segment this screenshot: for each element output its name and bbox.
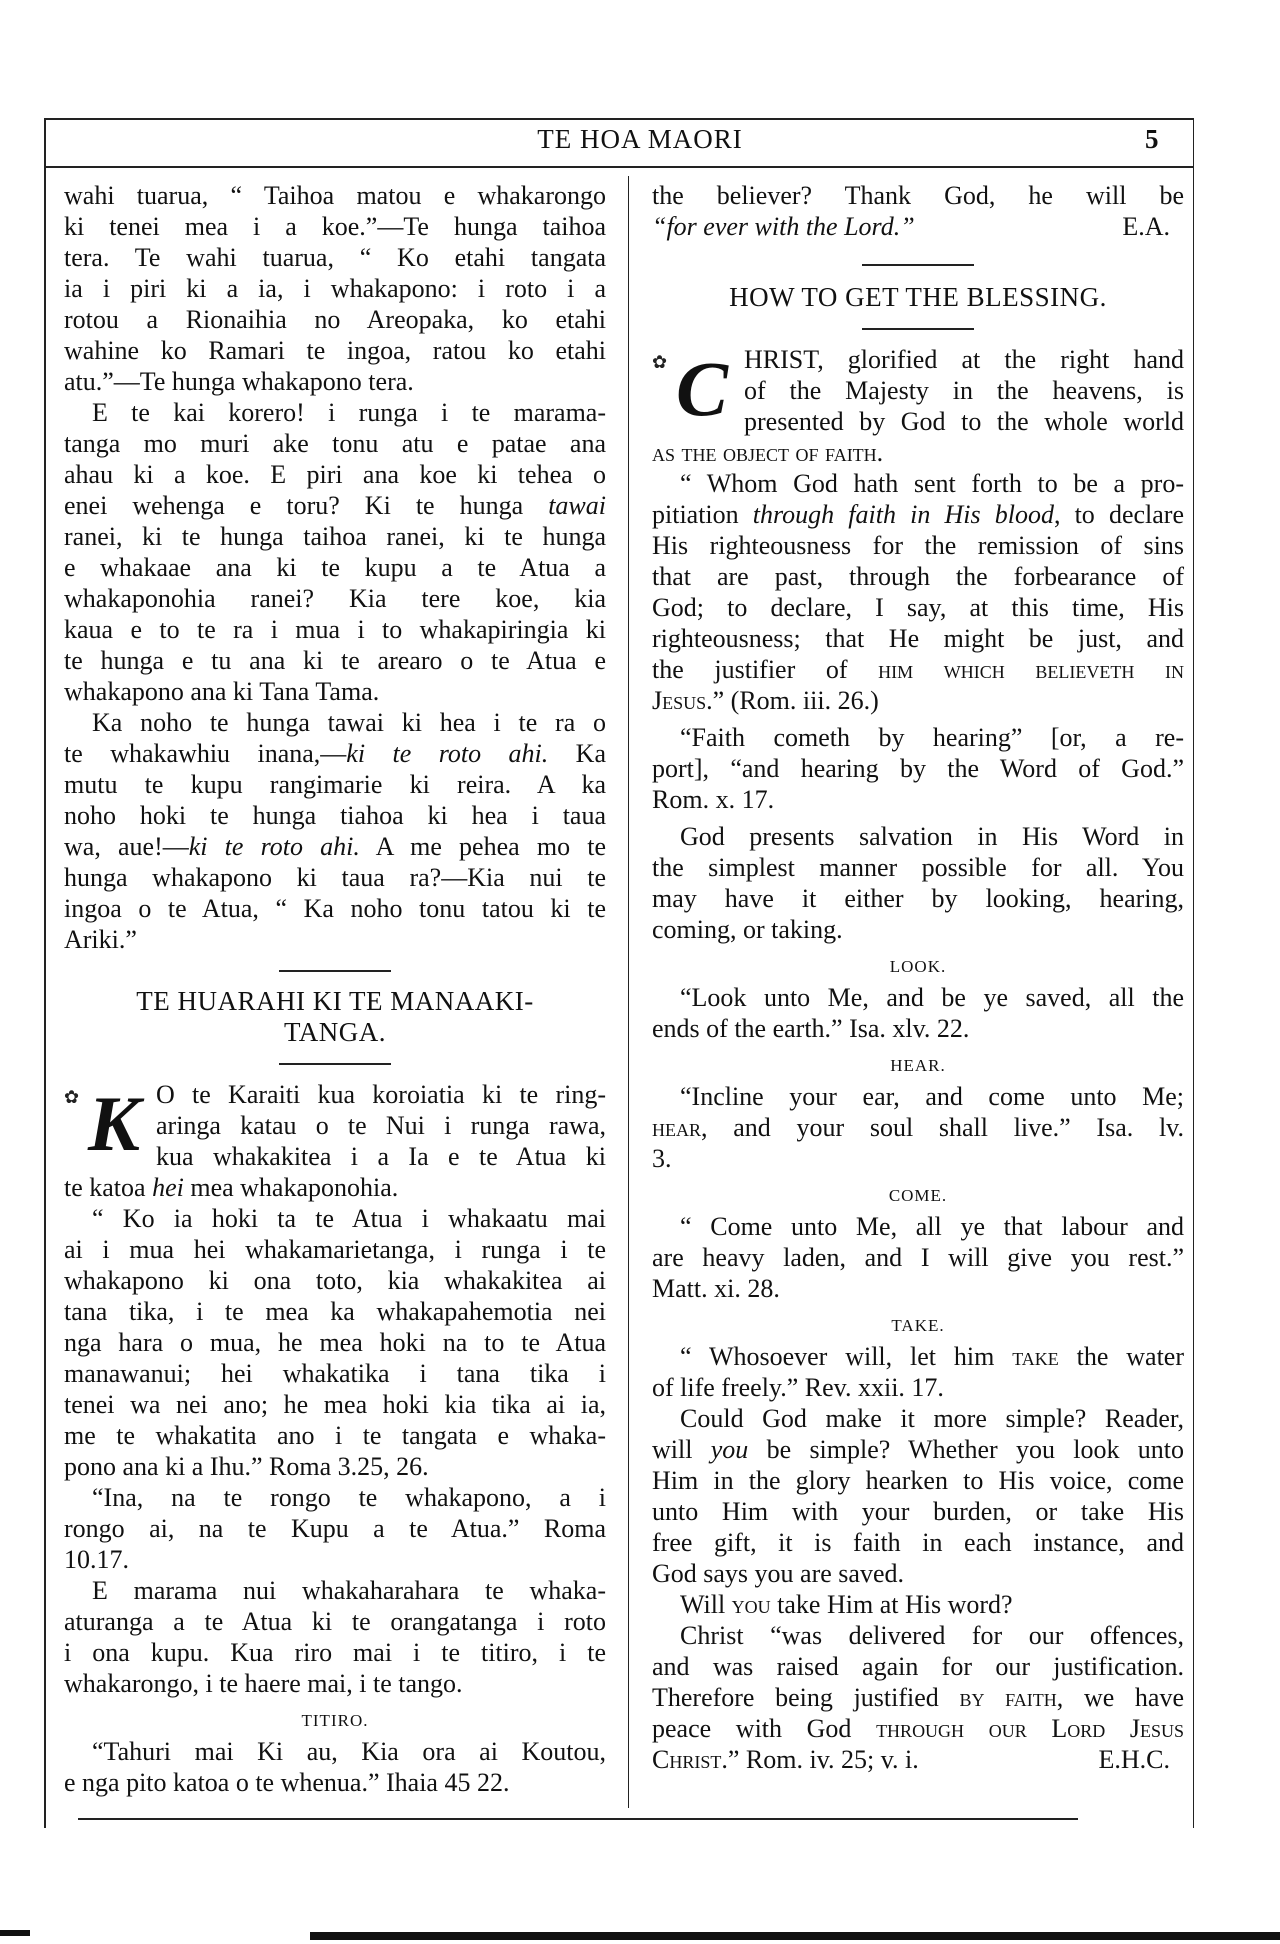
text-line [652, 784, 1184, 815]
text-run: Will [680, 1590, 732, 1619]
text-line [64, 924, 606, 955]
text-run: enei wehenga e toru? Ki te hunga [64, 491, 549, 520]
text-line [64, 676, 606, 707]
text-line [64, 1513, 606, 1544]
subheading-text: TITIRO. [301, 1711, 369, 1730]
text-run: whakapono ana ki Tana Tama. [64, 677, 380, 706]
text-run: whakaponohia ranei? Kia tere koe, kia [64, 584, 606, 613]
text-run: kua whakakitea i a Ia e te Atua ki [156, 1142, 606, 1171]
text-line [64, 397, 606, 428]
floral-ornament-icon: ✿ [652, 352, 668, 372]
paragraph [64, 1736, 606, 1798]
text-line [652, 1620, 1184, 1651]
text-run: kaua e to te ra i mua i to whakapiringia ki [64, 615, 606, 644]
scan-edge-bar [310, 1932, 1280, 1940]
text-line [652, 282, 1184, 313]
text-run: e nga pito katoa o te whenua.” Ihaia 45 22. [64, 1768, 510, 1797]
right-column [652, 180, 1184, 1775]
text-run: and was raised again for our justification. [652, 1652, 1184, 1681]
small-caps-text: take [1012, 1342, 1059, 1371]
text-run: take Him at His word? [770, 1590, 1013, 1619]
text-line [64, 335, 606, 366]
small-caps-text: Christ [652, 1745, 722, 1774]
text-run: Ariki.” [64, 925, 137, 954]
text-line [652, 1651, 1184, 1682]
text-run: tera. Te wahi tuarua, “ Ko etahi tangata [64, 243, 606, 272]
text-line [652, 437, 1184, 468]
text-run: tana tika, i te mea ka whakapahemotia nei [64, 1297, 606, 1326]
text-run: mea whakaponohia. [183, 1173, 399, 1202]
text-run: “ Come unto Me, all ye that labour and [680, 1212, 1184, 1241]
text-run: i ona kupu. Kua riro mai i te titiro, i te [64, 1638, 606, 1667]
text-run: E te kai korero! i runga i te marama- [92, 398, 606, 427]
text-run: pono ana ki a Ihu.” Roma 3.25, 26. [64, 1452, 429, 1481]
paragraph [652, 1081, 1184, 1174]
paragraph [64, 1079, 606, 1203]
italic-text: ki te roto ahi. [188, 832, 360, 861]
text-run: aturanga a te Atua ki te orangatanga i roto [64, 1607, 606, 1636]
text-line [64, 490, 606, 521]
text-line [64, 1234, 606, 1265]
section-divider-rule [64, 955, 606, 986]
drop-cap-letter: C [676, 345, 729, 432]
text-run: Ka noho te hunga tawai ki hea i te ra o [92, 708, 606, 737]
text-line [652, 561, 1184, 592]
text-line [64, 211, 606, 242]
text-line [64, 862, 606, 893]
article-heading [64, 986, 606, 1048]
text-run: Matt. xi. 28. [652, 1274, 780, 1303]
subheading-text: LOOK. [889, 957, 947, 976]
text-run: port], “and hearing by the Word of God.” [652, 754, 1184, 783]
text-run: whakarongo, i te haere mai, i te tango. [64, 1669, 463, 1698]
text-run: mutu te kupu rangimarie ki reira. A ka [64, 770, 606, 799]
text-line [64, 1451, 606, 1482]
section-divider-rule [652, 242, 1184, 282]
text-line [652, 468, 1184, 499]
author-signature: E.A. [1122, 212, 1170, 241]
text-line [64, 707, 606, 738]
text-line [652, 1589, 1184, 1620]
italic-text: “for ever with the Lord.” [652, 212, 915, 241]
text-run: te hunga e tu ana ki te arearo o te Atua e [64, 646, 606, 675]
text-line [652, 499, 1184, 530]
text-line [64, 1172, 606, 1203]
text-line [64, 1575, 606, 1606]
text-line-body [652, 1744, 919, 1775]
text-run: rongo ai, na te Kupu a te Atua.” Roma [64, 1514, 606, 1543]
paragraph [652, 344, 1184, 468]
text-run: of life freely.” Rev. xxii. 17. [652, 1373, 944, 1402]
text-line [64, 1668, 606, 1699]
subheading-text: TAKE. [891, 1316, 945, 1335]
text-run: “ Whom God hath sent forth to be a pro- [680, 469, 1184, 498]
text-run: Ka [548, 739, 606, 768]
text-line [64, 1637, 606, 1668]
column-divider [628, 176, 629, 1808]
text-line [64, 521, 606, 552]
text-run: Him in the glory hearken to His voice, come [652, 1466, 1184, 1495]
text-line [64, 1544, 606, 1575]
text-run: HRIST, glorified at the right hand [744, 345, 1184, 374]
text-run: ahau ki a koe. E piri ana koe ki tehea o [64, 460, 606, 489]
paragraph [64, 180, 606, 397]
text-line [652, 1112, 1184, 1143]
italic-text: through faith in His blood [752, 500, 1054, 529]
text-line [652, 852, 1184, 883]
page-number: 5 [1145, 124, 1159, 154]
text-line [652, 1013, 1184, 1044]
text-line [64, 1017, 606, 1048]
text-run: will [652, 1435, 711, 1464]
text-run: Rom. x. 17. [652, 785, 775, 814]
text-line [652, 211, 1184, 242]
text-line [64, 583, 606, 614]
text-line [652, 592, 1184, 623]
text-run: presented by God to the whole world [744, 407, 1184, 436]
text-line [652, 1682, 1184, 1713]
text-run: “Ina, na te rongo te whakapono, a i [92, 1483, 606, 1512]
text-run: .” (Rom. iii. 26.) [706, 686, 879, 715]
text-line [64, 738, 606, 769]
text-run: me te whakatita ano i te tangata e whaka- [64, 1421, 606, 1450]
left-column [64, 180, 606, 1798]
text-run: “Tahuri mai Ki au, Kia ora ai Koutou, [92, 1737, 606, 1766]
text-run: TANGA. [283, 1017, 387, 1047]
text-run: righteousness; that He might be just, and [652, 624, 1184, 653]
text-line [64, 645, 606, 676]
small-caps-text: through our Lord Jesus [876, 1714, 1184, 1743]
text-run: God says you are saved. [652, 1559, 904, 1588]
text-run: TE HUARAHI KI TE MANAAKI- [136, 986, 534, 1016]
drop-cap-initial [64, 1081, 150, 1167]
text-line [652, 1242, 1184, 1273]
text-line [652, 883, 1184, 914]
drop-cap-letter: K [88, 1080, 141, 1167]
subheading-text: HEAR. [890, 1056, 946, 1075]
text-run: may have it either by looking, hearing, [652, 884, 1184, 913]
small-caps-text: Jesus [652, 686, 707, 715]
text-run: nga hara o mua, he mea hoki na to te Atua [64, 1328, 606, 1357]
text-run: tenei wa nei ano; he mea hoki kia tika ai ia, [64, 1390, 606, 1419]
text-run: aringa katau o te Nui i runga rawa, [156, 1111, 606, 1140]
small-caps-text: as the object of faith. [652, 438, 884, 467]
text-run: peace with God [652, 1714, 877, 1743]
text-run: “Look unto Me, and be ye saved, all the [680, 983, 1184, 1012]
text-run: Therefore being justified [652, 1683, 960, 1712]
text-line [64, 428, 606, 459]
header-bottom-rule [44, 166, 1194, 168]
text-line [652, 654, 1184, 685]
paragraph [64, 1203, 606, 1482]
text-line [64, 366, 606, 397]
text-run: are heavy laden, and I will give you rest.” [652, 1243, 1184, 1272]
text-run: ia i piri ki a ia, i whakapono: i roto i a [64, 274, 606, 303]
text-run: the believer? Thank God, he will be [652, 181, 1184, 210]
text-run: te katoa [64, 1173, 153, 1202]
text-line [64, 1358, 606, 1389]
subheading [652, 951, 1184, 982]
text-line [64, 180, 606, 211]
text-run: hunga whakapono ki taua ra?—Kia nui te [64, 863, 606, 892]
text-run: God; to declare, I say, at this time, His [652, 593, 1184, 622]
text-run: “ Whosoever will, let him [680, 1342, 1013, 1371]
small-caps-text: him which believeth in [878, 655, 1184, 684]
text-run: rotou a Rionaihia no Areopaka, ko etahi [64, 305, 606, 334]
text-run: HOW TO GET THE BLESSING. [729, 282, 1107, 312]
text-run: atu.”—Te hunga whakapono tera. [64, 367, 414, 396]
scan-edge-mark [0, 1930, 30, 1936]
subheading [652, 1310, 1184, 1341]
italic-text: ki te roto ahi. [346, 739, 549, 768]
section-divider-rule [652, 313, 1184, 344]
text-line [64, 1296, 606, 1327]
text-line [652, 722, 1184, 753]
text-run: free gift, it is faith in each instance, and [652, 1528, 1184, 1557]
text-line [64, 769, 606, 800]
paragraph [64, 1482, 606, 1575]
section-divider-rule [64, 1048, 606, 1079]
text-line [64, 552, 606, 583]
text-run: te whakawhiu inana,— [64, 739, 347, 768]
text-line [64, 1203, 606, 1234]
paragraph [652, 1403, 1184, 1589]
text-run: wahi tuarua, “ Taihoa matou e whakarongo [64, 181, 606, 210]
paragraph [652, 1589, 1184, 1620]
italic-text: tawai [548, 491, 606, 520]
text-line [652, 1143, 1184, 1174]
text-line [652, 1465, 1184, 1496]
text-line [64, 800, 606, 831]
text-run: e whakaae ana ki te kupu a te Atua a [64, 553, 606, 582]
paragraph [652, 1211, 1184, 1304]
text-run: His righteousness for the remission of sins [652, 531, 1184, 560]
page-right-border [1193, 118, 1194, 1828]
text-run: coming, or taking. [652, 915, 843, 944]
author-signature: E.H.C. [1098, 1745, 1170, 1774]
text-line [64, 1389, 606, 1420]
text-run: the water [1058, 1342, 1184, 1371]
paragraph [652, 821, 1184, 945]
subheading-text: COME. [888, 1186, 948, 1205]
text-line [652, 623, 1184, 654]
paragraph [652, 982, 1184, 1044]
text-line [652, 753, 1184, 784]
text-run: Christ “was delivered for our offences, [680, 1621, 1184, 1650]
text-run: 3. [652, 1144, 672, 1173]
small-caps-text: hear [652, 1113, 701, 1142]
text-run: , we have [1056, 1683, 1185, 1712]
italic-text: you [710, 1435, 749, 1464]
text-line-body [652, 211, 915, 242]
text-run: ki tenei mea i a koe.”—Te hunga taihoa [64, 212, 606, 241]
text-line [652, 1081, 1184, 1112]
text-line [64, 1265, 606, 1296]
text-run: pitiation [652, 500, 753, 529]
text-line [652, 1496, 1184, 1527]
text-line [652, 1341, 1184, 1372]
text-run: tanga mo muri ake tonu atu e patae ana [64, 429, 606, 458]
subheading [652, 1180, 1184, 1211]
text-line [652, 1744, 1184, 1775]
floral-ornament-icon: ✿ [64, 1087, 80, 1107]
text-line [64, 1606, 606, 1637]
text-run: , to declare [1053, 500, 1184, 529]
text-run: ranei, ki te hunga taihoa ranei, ki te hunga [64, 522, 606, 551]
text-run: E marama nui whakaharahara te whaka- [92, 1576, 606, 1605]
text-line [652, 821, 1184, 852]
paragraph [652, 468, 1184, 716]
page-left-border [44, 118, 46, 1828]
text-line [64, 1420, 606, 1451]
text-run: A me pehea mo te [359, 832, 606, 861]
text-line [652, 1713, 1184, 1744]
italic-text: hei [152, 1173, 184, 1202]
header-top-rule [44, 118, 1194, 120]
paragraph [652, 180, 1184, 242]
text-line [64, 986, 606, 1017]
paragraph [64, 397, 606, 707]
text-run: “Incline your ear, and come unto Me; [680, 1082, 1184, 1111]
text-run: manawanui; hei whakatika i tana tika i [64, 1359, 606, 1388]
text-run: O te Karaiti kua koroiatia ki te ring- [156, 1080, 606, 1109]
text-run: ingoa o te Atua, “ Ka noho tonu tatou ki te [64, 894, 606, 923]
text-line [652, 530, 1184, 561]
text-line [64, 459, 606, 490]
text-run: the simplest manner possible for all. You [652, 853, 1184, 882]
text-run: unto Him with your burden, or take His [652, 1497, 1184, 1526]
text-line [652, 1372, 1184, 1403]
text-run: be simple? Whether you look unto [748, 1435, 1184, 1464]
paragraph [652, 722, 1184, 815]
small-caps-text: by faith [959, 1683, 1057, 1712]
text-line [652, 1434, 1184, 1465]
text-run: of the Majesty in the heavens, is [744, 376, 1184, 405]
paragraph [64, 1575, 606, 1699]
text-line [64, 242, 606, 273]
text-line [64, 893, 606, 924]
text-run: “Faith cometh by hearing” [or, a re- [680, 723, 1184, 752]
text-run: God presents salvation in His Word in [680, 822, 1184, 851]
text-run: ends of the earth.” Isa. xlv. 22. [652, 1014, 970, 1043]
drop-cap-initial [652, 346, 738, 432]
text-line [652, 1273, 1184, 1304]
text-run: noho hoki te hunga tiahoa ki hea i taua [64, 801, 606, 830]
text-line [64, 304, 606, 335]
text-line [64, 1327, 606, 1358]
text-line [652, 1211, 1184, 1242]
paragraph [652, 1341, 1184, 1403]
text-run: 10.17. [64, 1545, 129, 1574]
text-line [652, 1527, 1184, 1558]
subheading [652, 1050, 1184, 1081]
page-bottom-rule [78, 1818, 1078, 1820]
text-line [64, 1736, 606, 1767]
text-line [652, 914, 1184, 945]
text-run: ai i mua hei whakamarietanga, i runga i te [64, 1235, 606, 1264]
paragraph [64, 707, 606, 955]
text-line [652, 1558, 1184, 1589]
text-line [64, 273, 606, 304]
text-run: “ Ko ia hoki ta te Atua i whakaatu mai [92, 1204, 606, 1233]
small-caps-text: you [731, 1590, 771, 1619]
text-run: wahine ko Ramari te ingoa, ratou ko etahi [64, 336, 606, 365]
running-header-title: TE HOA MAORI [537, 124, 743, 154]
text-run: , and your soul shall live.” Isa. lv. [701, 1113, 1184, 1142]
text-run: .” Rom. iv. 25; v. i. [721, 1745, 919, 1774]
text-line [652, 685, 1184, 716]
text-line [64, 1482, 606, 1513]
article-heading [652, 282, 1184, 313]
subheading [64, 1705, 606, 1736]
text-run: wa, aue!— [64, 832, 189, 861]
text-run: whakapono ki ona toto, kia whakakitea ai [64, 1266, 606, 1295]
text-line [64, 1767, 606, 1798]
text-line [652, 1403, 1184, 1434]
text-run: the justifier of [652, 655, 879, 684]
text-line [64, 614, 606, 645]
paragraph [652, 1620, 1184, 1775]
text-run: that are past, through the forbearance of [652, 562, 1184, 591]
text-line [652, 180, 1184, 211]
text-run: Could God make it more simple? Reader, [680, 1404, 1184, 1433]
text-line [64, 831, 606, 862]
text-line [652, 982, 1184, 1013]
